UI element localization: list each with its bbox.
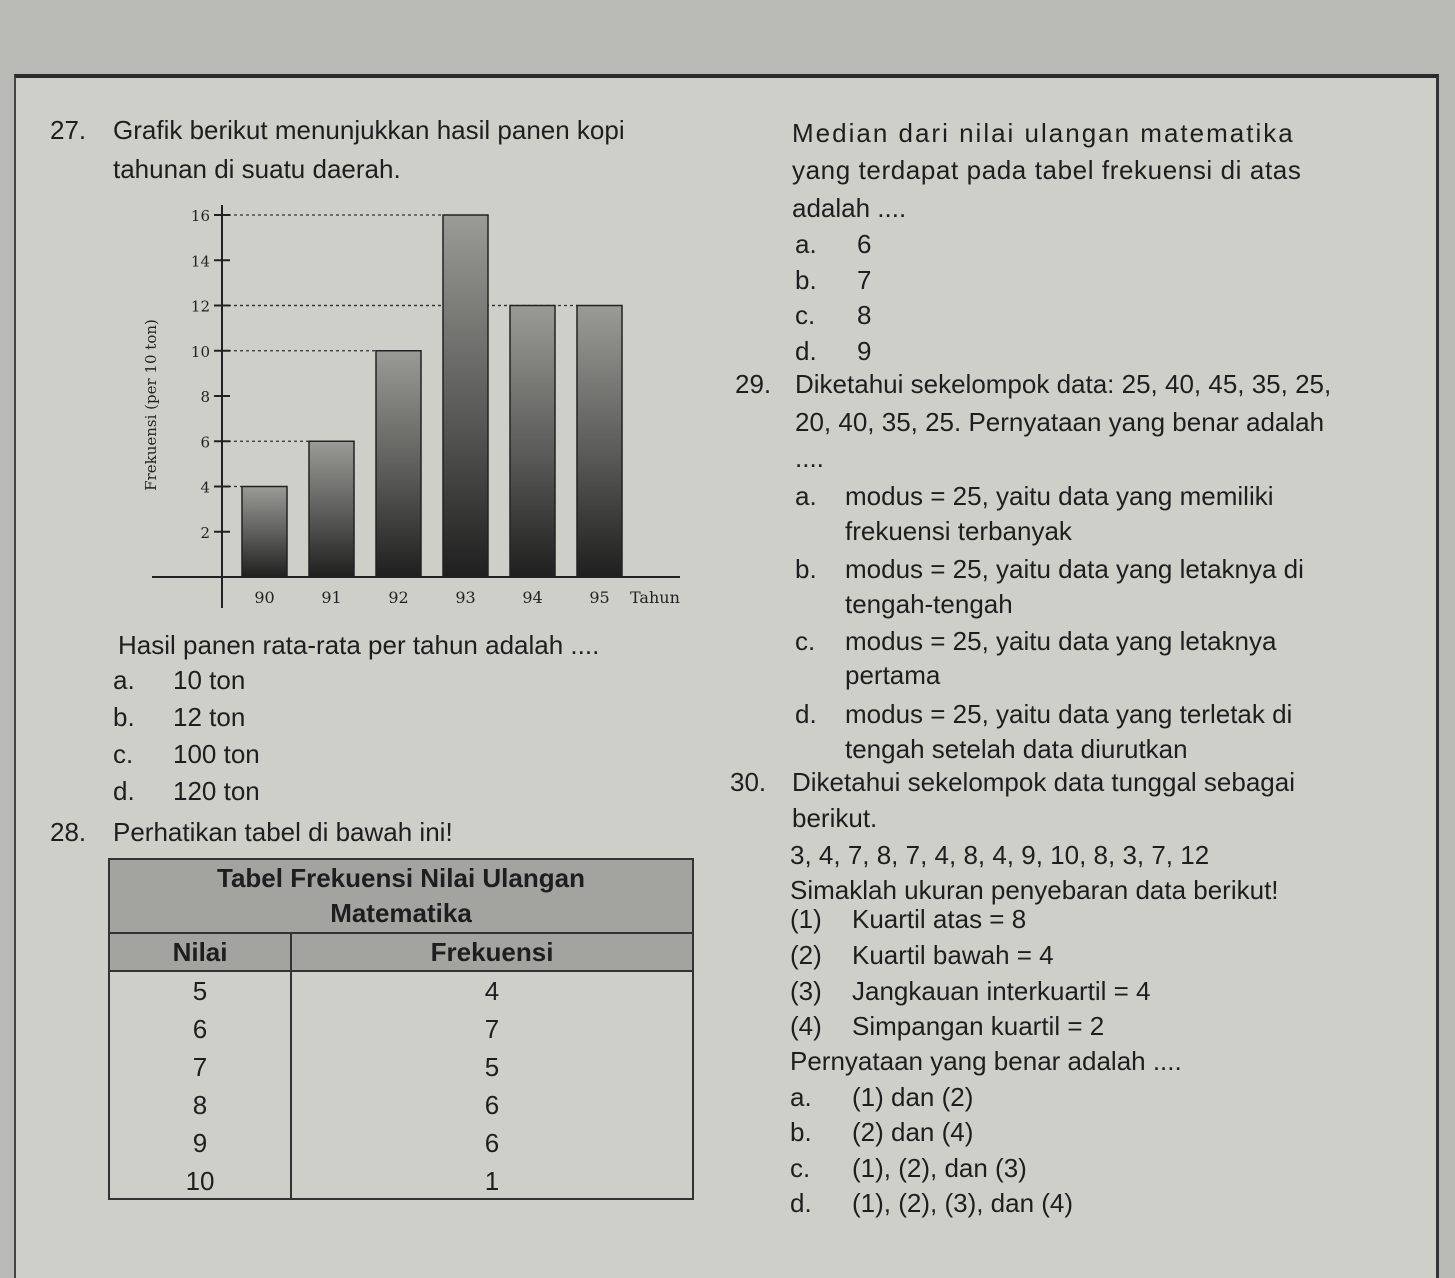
q29-option-d-label[interactable]: d. xyxy=(795,699,817,729)
x-axis-title: Tahun xyxy=(630,588,680,607)
bar xyxy=(577,306,622,578)
y-tick-label: 8 xyxy=(200,388,210,406)
q30-statement-4-text: Simpangan kuartil = 2 xyxy=(852,1011,1105,1041)
y-tick-label: 10 xyxy=(190,342,210,361)
q30-instruction: Simaklah ukuran penyebaran data berikut! xyxy=(790,875,1279,905)
cell-frekuensi: 6 xyxy=(484,1089,500,1120)
bar xyxy=(443,215,488,577)
q30-line1: Diketahui sekelompok data tunggal sebagai xyxy=(792,767,1296,797)
y-tick-label: 12 xyxy=(190,297,210,316)
q28-option-a-text[interactable]: 6 xyxy=(857,229,872,259)
q29-option-b-line1[interactable]: modus = 25, yaitu data yang letaknya di xyxy=(845,554,1304,584)
q28-question-line3: adalah .... xyxy=(792,193,907,223)
q29-option-c-label[interactable]: c. xyxy=(795,626,816,656)
q27-option-a-text[interactable]: 10 ton xyxy=(173,665,246,695)
table-title-line2: Matematika xyxy=(330,898,472,928)
cell-frekuensi: 1 xyxy=(484,1165,500,1196)
q28-option-c-text[interactable]: 8 xyxy=(857,300,872,330)
q30-statement-3-text: Jangkauan interkuartil = 4 xyxy=(852,976,1151,1006)
q27-line1: Grafik berikut menunjukkan hasil panen kopi xyxy=(113,115,625,145)
y-tick-label: 4 xyxy=(200,478,210,497)
x-tick-label: 95 xyxy=(589,588,610,607)
q29-line1: Diketahui sekelompok data: 25, 40, 45, 35, 25, xyxy=(795,369,1332,399)
cell-nilai: 8 xyxy=(110,1086,291,1124)
q30-option-c-label[interactable]: c. xyxy=(790,1153,811,1183)
q30-option-d-label[interactable]: d. xyxy=(790,1188,812,1218)
q29-option-b-label[interactable]: b. xyxy=(795,554,817,584)
q27-option-c-text[interactable]: 100 ton xyxy=(173,739,260,769)
table-row xyxy=(110,1162,692,1200)
q28-option-d-text[interactable]: 9 xyxy=(857,336,872,366)
x-tick-label: 93 xyxy=(455,588,476,607)
q27-line2: tahunan di suatu daerah. xyxy=(113,154,401,184)
cell-frekuensi: 6 xyxy=(484,1127,500,1158)
q30-statement-1-text: Kuartil atas = 8 xyxy=(852,904,1027,934)
table-row xyxy=(110,971,692,1010)
cell-frekuensi: 7 xyxy=(484,1013,500,1044)
y-tick-label: 2 xyxy=(200,523,210,542)
q30-statement-3-label: (3) xyxy=(790,976,822,1006)
header-nilai: Nilai xyxy=(110,933,291,971)
q30-option-c-text[interactable]: (1), (2), dan (3) xyxy=(852,1153,1027,1183)
q30-data: 3, 4, 7, 8, 7, 4, 8, 4, 9, 10, 8, 3, 7, 12 xyxy=(790,840,1210,870)
q27-option-b-text[interactable]: 12 ton xyxy=(173,702,246,732)
q28-option-b-label[interactable]: b. xyxy=(795,265,817,295)
bar xyxy=(510,306,555,578)
q28-intro: Perhatikan tabel di bawah ini! xyxy=(113,817,453,847)
y-tick-label: 14 xyxy=(190,252,210,271)
q29-option-a-label[interactable]: a. xyxy=(795,481,817,511)
q28-option-c-label[interactable]: c. xyxy=(795,300,816,330)
q27-option-d-text[interactable]: 120 ton xyxy=(173,776,260,806)
y-axis-title: Frekuensi (per 10 ton) xyxy=(142,319,160,491)
q29-option-a-line1[interactable]: modus = 25, yaitu data yang memiliki xyxy=(845,481,1274,511)
cell-nilai: 10 xyxy=(110,1162,291,1200)
q27-number: 27. xyxy=(50,115,87,145)
y-tick-label: 6 xyxy=(200,433,210,452)
y-tick-label: 16 xyxy=(190,207,210,225)
x-tick-label: 91 xyxy=(321,588,342,607)
cell-nilai: 6 xyxy=(110,1010,291,1048)
q29-option-d-line2[interactable]: tengah setelah data diurutkan xyxy=(845,734,1188,764)
q28-number: 28. xyxy=(50,817,87,847)
q27-option-d-label[interactable]: d. xyxy=(113,776,135,806)
q29-option-a-line2[interactable]: frekuensi terbanyak xyxy=(845,516,1072,546)
q28-option-b-text[interactable]: 7 xyxy=(857,265,872,295)
bar xyxy=(242,487,287,578)
cell-nilai: 9 xyxy=(110,1124,291,1162)
q27-option-a-label[interactable]: a. xyxy=(113,665,135,695)
q30-number: 30. xyxy=(730,767,767,797)
table-row xyxy=(110,1124,692,1162)
frequency-table xyxy=(108,858,694,1200)
q28-question-line1: Median dari nilai ulangan matematika xyxy=(792,118,1295,148)
q30-option-a-label[interactable]: a. xyxy=(790,1082,812,1112)
q29-line2: 20, 40, 35, 25. Pernyataan yang benar adalah xyxy=(795,407,1325,437)
bar xyxy=(309,441,354,577)
q29-option-c-line2[interactable]: pertama xyxy=(845,660,941,690)
table-row xyxy=(110,1010,692,1048)
q30-option-b-text[interactable]: (2) dan (4) xyxy=(852,1117,974,1147)
q30-statement-1-label: (1) xyxy=(790,904,822,934)
q28-option-d-label[interactable]: d. xyxy=(795,336,817,366)
q28-option-a-label[interactable]: a. xyxy=(795,229,817,259)
x-tick-label: 92 xyxy=(388,588,409,607)
cell-frekuensi: 4 xyxy=(484,975,500,1006)
q29-line3: .... xyxy=(795,443,824,473)
q28-question-line2: yang terdapat pada tabel frekuensi di atas xyxy=(792,155,1302,185)
q30-option-b-label[interactable]: b. xyxy=(790,1117,812,1147)
header-frekuensi: Frekuensi xyxy=(291,933,692,971)
cell-nilai: 5 xyxy=(110,971,291,1010)
cell-frekuensi: 5 xyxy=(484,1051,500,1082)
q30-line2: berikut. xyxy=(792,803,878,833)
q30-question: Pernyataan yang benar adalah .... xyxy=(790,1046,1182,1076)
bar xyxy=(376,351,421,577)
q27-question: Hasil panen rata-rata per tahun adalah .... xyxy=(118,630,600,660)
q29-option-b-line2[interactable]: tengah-tengah xyxy=(845,589,1013,619)
cell-nilai: 7 xyxy=(110,1048,291,1086)
table-row xyxy=(110,1086,692,1124)
table-title xyxy=(110,860,692,933)
table-row xyxy=(110,1048,692,1086)
q30-statement-2-text: Kuartil bawah = 4 xyxy=(852,940,1054,970)
x-tick-label: 90 xyxy=(254,588,275,607)
table-title-line1: Tabel Frekuensi Nilai Ulangan xyxy=(217,863,585,893)
q30-statement-4-label: (4) xyxy=(790,1011,822,1041)
q30-option-d-text[interactable]: (1), (2), (3), dan (4) xyxy=(852,1188,1074,1218)
harvest-bar-chart xyxy=(120,190,720,630)
q29-option-d-line1[interactable]: modus = 25, yaitu data yang terletak di xyxy=(845,699,1293,729)
q27-option-b-label[interactable]: b. xyxy=(113,702,135,732)
q27-option-c-label[interactable]: c. xyxy=(113,739,134,769)
q29-option-c-line1[interactable]: modus = 25, yaitu data yang letaknya xyxy=(845,626,1277,656)
q30-statement-2-label: (2) xyxy=(790,940,822,970)
q29-number: 29. xyxy=(735,369,772,399)
x-tick-label: 94 xyxy=(522,588,543,607)
q30-option-a-text[interactable]: (1) dan (2) xyxy=(852,1082,974,1112)
